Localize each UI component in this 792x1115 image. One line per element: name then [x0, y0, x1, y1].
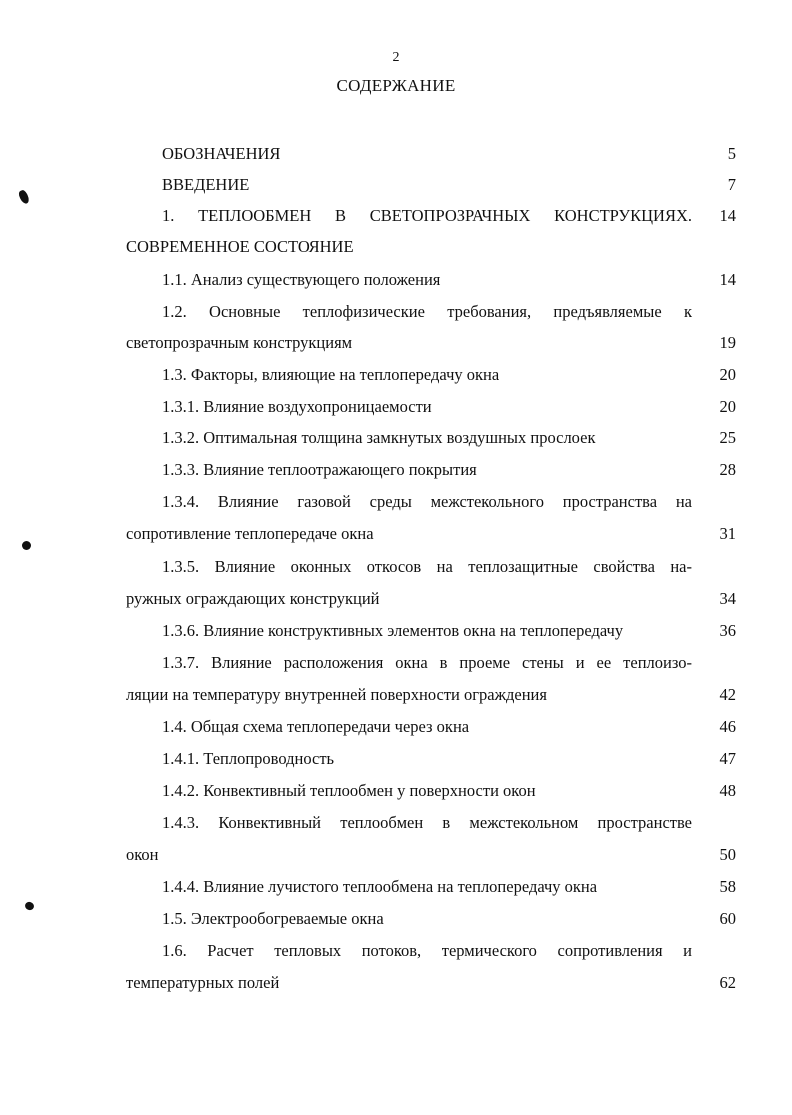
toc-page-number: 60 [719, 909, 736, 928]
toc-entry-line: 1.3.2. Оптимальная толщина замкнутых воздушных прослоек [162, 428, 596, 447]
toc-entry-line: окон [126, 845, 159, 864]
toc-page-number: 34 [719, 589, 736, 608]
toc-page-number: 5 [727, 144, 736, 163]
toc-entry-line: 1.6. Расчет тепловых потоков, термического сопротивления и [162, 941, 692, 960]
toc-page-number: 14 [719, 270, 736, 289]
toc-entry-line: 1.5. Электрообогреваемые окна [162, 909, 384, 928]
toc-entry-line: сопротивление теплопередаче окна [126, 524, 374, 543]
toc-page-number: 19 [719, 333, 736, 352]
toc-entry-line: 1.3.7. Влияние расположения окна в проеме стены и ее теплоизо- [162, 653, 692, 672]
toc-entry-line: ВВЕДЕНИЕ [162, 175, 250, 194]
toc-entry-line: ружных ограждающих конструкций [126, 589, 380, 608]
toc-page-number: 50 [719, 845, 736, 864]
page-number: 2 [392, 50, 400, 65]
toc-entry-line: 1.1. Анализ существующего положения [162, 270, 441, 289]
toc-entry-line: ляции на температуру внутренней поверхности ограждения [126, 685, 547, 704]
toc-entry-line: 1.4.2. Конвективный теплообмен у поверхности окон [162, 781, 536, 800]
toc-entry-line: светопрозрачным конструкциям [126, 333, 353, 352]
toc-entry-line: 1.4. Общая схема теплопередачи через окна [162, 717, 470, 736]
scan-speck [22, 541, 31, 550]
toc-entry-line: 1.4.1. Теплопроводность [162, 749, 335, 768]
toc-page-number: 31 [719, 524, 736, 543]
toc-entry-line: 1.3.1. Влияние воздухопроницаемости [162, 397, 432, 416]
toc-page-number: 25 [719, 428, 736, 447]
toc-page-number: 47 [719, 749, 736, 768]
toc-entry-line: 1.2. Основные теплофизические требования, предъявляемые к [162, 302, 692, 321]
toc-page-number: 48 [719, 781, 736, 800]
toc-page-number: 42 [719, 685, 736, 704]
toc-entry-line: 1.3.5. Влияние оконных откосов на теплозащитные свойства на- [162, 557, 692, 576]
toc-entry-line: 1.3. Факторы, влияющие на теплопередачу окна [162, 365, 500, 384]
toc-entry-line: 1. ТЕПЛООБМЕН В СВЕТОПРОЗРАЧНЫХ КОНСТРУКЦИЯХ. [162, 206, 692, 225]
toc-entry-line: 1.3.4. Влияние газовой среды межстекольного пространства на [162, 492, 692, 511]
toc-entry-line: 1.3.3. Влияние теплоотражающего покрытия [162, 460, 477, 479]
toc-page-number: 28 [719, 460, 736, 479]
toc-entry-line: 1.4.4. Влияние лучистого теплообмена на теплопередачу окна [162, 877, 598, 896]
toc-entry-line: 1.3.6. Влияние конструктивных элементов окна на теплопередачу [162, 621, 624, 640]
toc-entry-line: СОВРЕМЕННОЕ СОСТОЯНИЕ [126, 237, 354, 256]
toc-page-number: 20 [719, 365, 736, 384]
toc-entry-line: 1.4.3. Конвективный теплообмен в межстекольном пространстве [162, 813, 692, 832]
toc-page-number: 14 [719, 206, 736, 225]
page-title: СОДЕРЖАНИЕ [336, 76, 456, 95]
toc-page-number: 20 [719, 397, 736, 416]
toc-page-number: 46 [719, 717, 736, 736]
toc-entry-line: ОБОЗНАЧЕНИЯ [162, 144, 281, 163]
toc-page-number: 58 [719, 877, 736, 896]
toc-page-number: 62 [719, 973, 736, 992]
toc-page-number: 7 [727, 175, 736, 194]
toc-entry-line: температурных полей [126, 973, 280, 992]
toc-page-number: 36 [719, 621, 736, 640]
